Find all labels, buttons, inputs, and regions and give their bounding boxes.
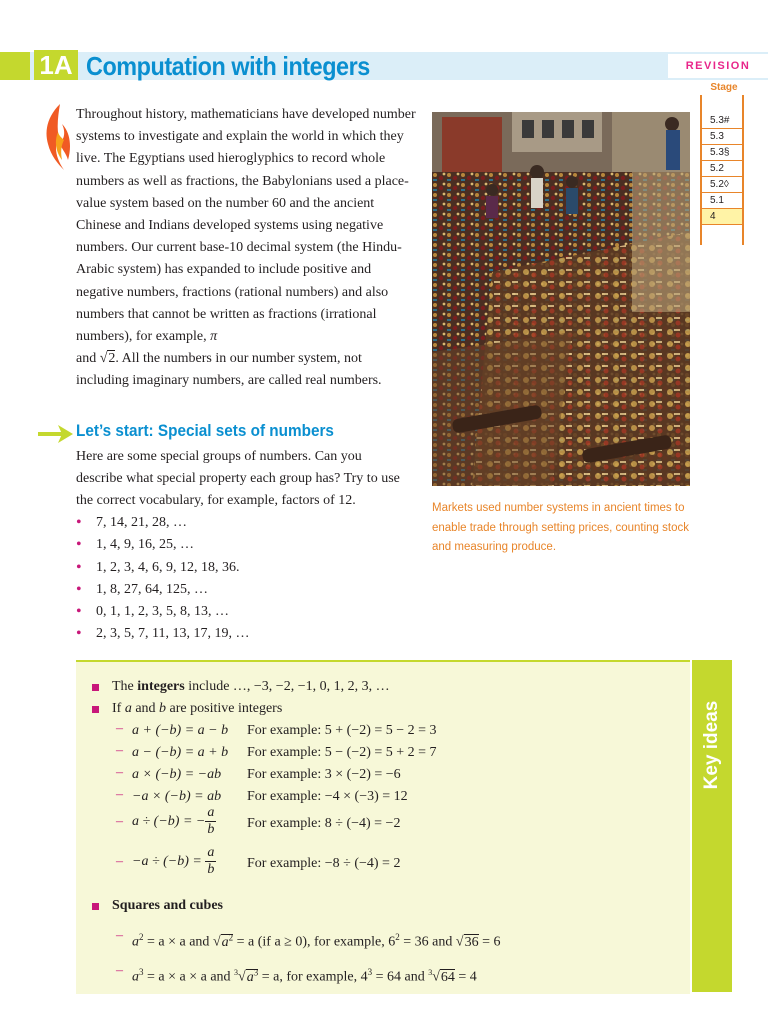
- square-rule: $a^2 = a \times a$ and $√a^2 = a$ (if a ≥ 0), for example, $6^2 = 36$ and √36 = 6: [132, 932, 501, 950]
- rule-formula: a − (−b) = a + b: [132, 745, 229, 760]
- sequence-list: [76, 512, 406, 646]
- rule-formula: −a ÷ (−b) = $\frac{a}{b}$: [132, 845, 215, 878]
- intro-paragraph: Throughout history, mathematicians have developed number systems to investigate and explain the world in which they live. The Egyptians used hieroglyphics to record whole numbers as well as fractions, the Babylonians used a place-value system based on the number 60 and the ancient Chinese and Indians developed systems using negative numbers. Our current base-10 decimal system (the Hindu-Arabic system) has expanded to include positive and negative numbers, fractions (rational numbers) and also numbers that cannot be written as fractions (irrational numbers), for example, π and √2. All the numbers in our number system, not including imaginary numbers, are called real numbers.: [76, 107, 416, 389]
- list-item: • 1, 4, 9, 16, 25, …: [76, 534, 406, 556]
- rule-example: For example: 3 × (−2) = −6: [247, 767, 401, 782]
- stage-level: 5.2◊: [702, 177, 742, 193]
- stage-level: 5.3: [702, 129, 742, 145]
- stage-level: 5.2: [702, 161, 742, 177]
- stage-ladder: [700, 95, 744, 245]
- rule-formula: −a × (−b) = ab: [132, 789, 222, 804]
- rule-formula: a + (−b) = a − b: [132, 723, 229, 738]
- rule-example: For example: 5 + (−2) = 5 − 2 = 3: [247, 723, 437, 738]
- rule-example: For example: −8 ÷ (−4) = 2: [247, 856, 401, 871]
- cube-rule: $a^3 = a \times a \times a$ and $^3√a^3 = a$, for example, $4^3 = 64$ and $^3$√64 = 4: [132, 967, 477, 985]
- integers-line: The integers include …, −3, −2, −1, 0, 1, 2, 3, …: [112, 679, 390, 694]
- lets-start-text: Here are some special groups of numbers. Can you describe what special property each group has? Try to use the correct vocabulary, for example, factors of 12.: [76, 449, 400, 509]
- rule-example: For example: 8 ÷ (−4) = −2: [247, 816, 401, 831]
- stage-level: 5.1: [702, 193, 742, 209]
- squares-cubes-title: Squares and cubes: [112, 898, 224, 913]
- arrow-right-icon: [38, 424, 74, 444]
- market-photo: [432, 112, 690, 486]
- rule-example: For example: −4 × (−3) = 12: [247, 789, 408, 804]
- stage-level: 5.3#: [702, 113, 742, 129]
- lets-start-title: Let’s start: Special sets of numbers: [76, 421, 334, 440]
- bullet-square: [92, 903, 99, 910]
- bullet-square: [92, 706, 99, 713]
- list-item: • 7, 14, 21, 28, …: [76, 512, 406, 534]
- rule-formula: a ÷ (−b) = − $\frac{a}{b}$: [132, 805, 215, 838]
- key-ideas-tab-label: Key ideas: [701, 700, 722, 790]
- header-accent: [0, 52, 30, 80]
- section-number: 1A: [34, 50, 78, 80]
- stage-title: Stage: [710, 82, 738, 93]
- photo-caption: Markets used number systems in ancient times to enable trade through setting prices, counting stock and measuring produce.: [432, 502, 689, 553]
- key-ideas-box: The integers include …, −3, −2, −1, 0, 1, 2, 3, … If a and b are positive integers – a + (−b) = a − b For example: 5 + (−2) = 5 − 2 = 3 – a − (−b) = a + b For example: 5 − (−2) = 5 + 2 = 7 – a × (−b) = −ab For example: 3 × (−2) = −6 – −a × (−b) = ab For example: −4 × (−3) = 12 – a ÷ (−b) = − $\frac{a}{b}$ For example: 8 ÷ (−4) = −2 – −a ÷ (−b) = $\frac{a}{b}$ For example: −8 ÷ (−4) = 2 Squares and cubes – $a^2 = a \times a$ and $√a^2 = a$ (if a ≥ 0), for example, $6^2 = 36$ and √36 = 6 – $a^3 = a \times a \times a$ and $^3√a^3 = a$, for example, $4^3 = 64$ and $^3$√64 = 4: [76, 660, 690, 994]
- rule-example: For example: 5 − (−2) = 5 + 2 = 7: [247, 745, 437, 760]
- stage-level-highlighted: 4: [702, 209, 742, 225]
- bullet-square: [92, 684, 99, 691]
- rule-formula: a × (−b) = −ab: [132, 767, 222, 782]
- list-item: • 1, 2, 3, 4, 6, 9, 12, 18, 36.: [76, 557, 406, 579]
- positive-integers-line: If a and b are positive integers: [112, 701, 283, 716]
- revision-badge: REVISION: [685, 60, 751, 72]
- page-title: Computation with integers: [86, 51, 370, 81]
- stage-level: 5.3§: [702, 145, 742, 161]
- flame-icon: [42, 102, 72, 172]
- list-item: • 1, 8, 27, 64, 125, …: [76, 579, 406, 601]
- list-item: • 2, 3, 5, 7, 11, 13, 17, 19, …: [76, 623, 406, 645]
- list-item: • 0, 1, 1, 2, 3, 5, 8, 13, …: [76, 601, 406, 623]
